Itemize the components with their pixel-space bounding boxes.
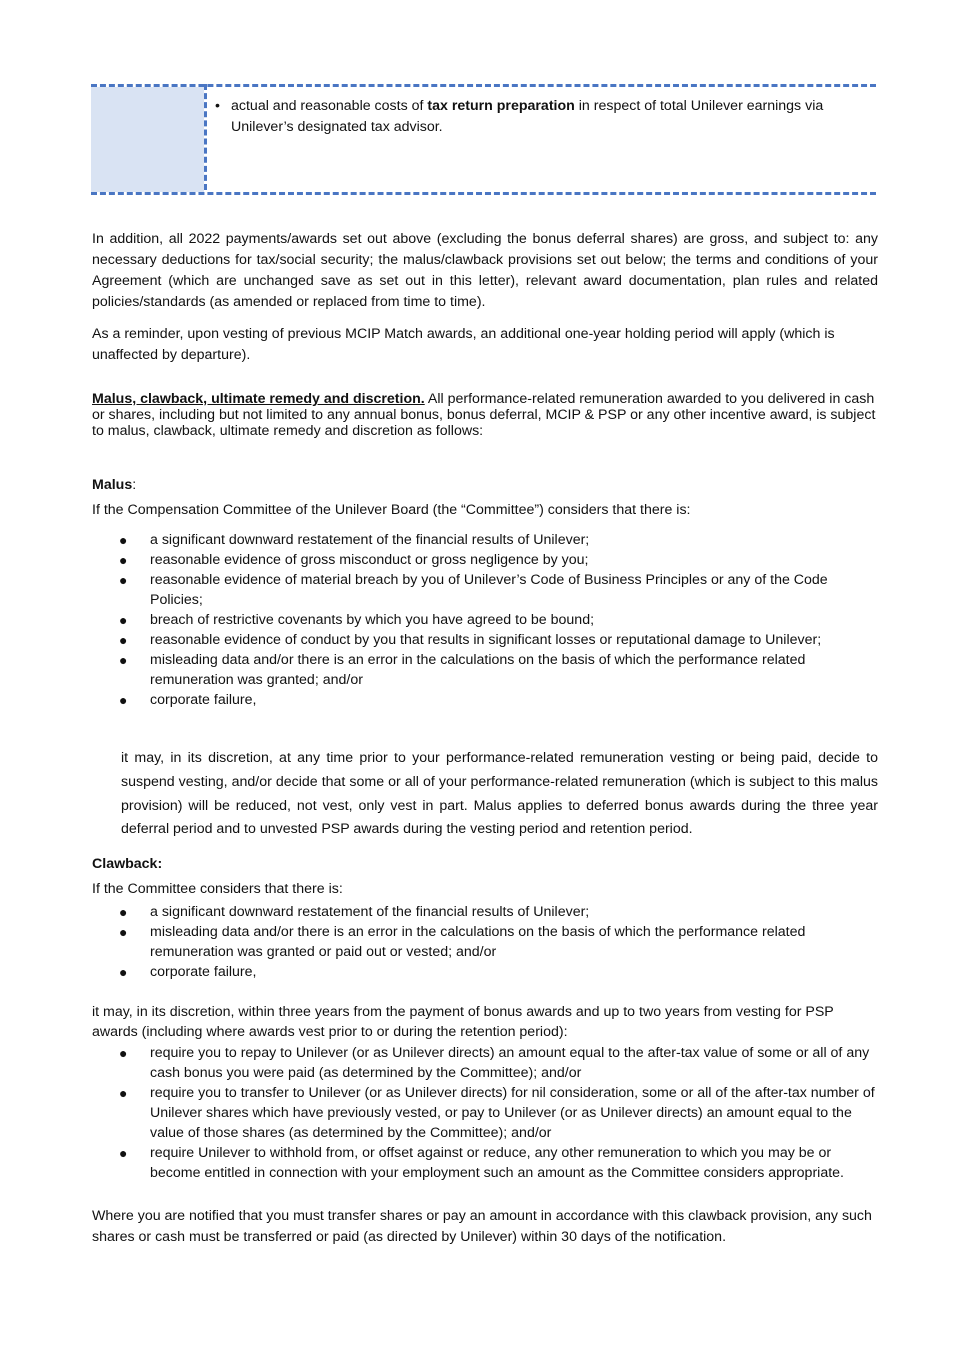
malus-outcome: it may, in its discretion, at any time prior to your performance-related remuneration vesting or being paid, decide to suspend vesting, and/or decide that some or all of your performance-related remuneration (which is subject to this malus provision) will be reduced, not vest, only vest in part. Malus applies to deferred bonus awards during the three year deferral period and to unvested PSP awards during the vesting period and retention period.	[121, 750, 878, 838]
bullet-icon: ●	[119, 692, 128, 708]
table-column-divider	[204, 84, 207, 190]
bullet-icon: ●	[119, 1145, 128, 1161]
bullet-icon: ●	[119, 1085, 128, 1101]
clawback-lead: If the Committee considers that there is:	[92, 881, 343, 897]
paragraph-reminder: As a reminder, upon vesting of previous MCIP Match awards, an additional one-year holding period will apply (which is unaffected by departure).	[92, 326, 835, 363]
section-heading: Malus, clawback, ultimate remedy and discretion.	[92, 391, 425, 407]
malus-clawback-intro: Malus, clawback, ultimate remedy and discretion. All performance-related remuneration awarded to you delivered in cash or shares, including but not limited to any annual bonus, bonus deferral, MCIP & PSP or any other incentive award, is subject to malus, clawback, ultimate remedy and discretion as follows:	[92, 391, 876, 439]
list-item: ● a significant downward restatement of the financial results of Unilever;	[119, 904, 590, 920]
list-item: ● require you to repay to Unilever (or as Unilever directs) an amount equal to the after-tax value of some or all of any cash bonus you were paid (as determined by the Committee); and/or	[119, 1045, 870, 1081]
list-item: ● a significant downward restatement of the financial results of Unilever;	[119, 532, 590, 548]
list-item: ● reasonable evidence of material breach by you of Unilever’s Code of Business Principles or any of the Code Policies;	[119, 572, 828, 608]
malus-conditions-list	[92, 530, 878, 710]
clawback-title: Clawback:	[92, 856, 163, 872]
clawback-outcome: it may, in its discretion, within three years from the payment of bonus awards and up to two years from vesting for PSP awards (including where awards vest prior to or during the retention period):	[92, 1004, 834, 1040]
bullet-icon: ●	[119, 924, 128, 940]
malus-lead: If the Compensation Committee of the Unilever Board (the “Committee”) considers that there is:	[92, 502, 691, 518]
clawback-conditions-list	[92, 902, 878, 982]
benefits-table-fragment	[91, 84, 876, 195]
table-bullet-text: actual and reasonable costs of tax return preparation in respect of total Unilever earnings via Unilever’s designated tax advisor.	[231, 98, 824, 135]
list-item: ● breach of restrictive covenants by which you have agreed to be bound;	[119, 612, 595, 628]
bullet-icon: ●	[119, 964, 128, 980]
bullet-icon: ●	[119, 652, 128, 668]
bullet-marker: •	[215, 98, 220, 114]
bullet-icon: ●	[119, 612, 128, 628]
clawback-actions-list	[92, 1043, 878, 1183]
bullet-icon: ●	[119, 572, 128, 588]
bullet-icon: ●	[119, 904, 128, 920]
bullet-icon: ●	[119, 632, 128, 648]
list-item: ● require you to transfer to Unilever (or as Unilever directs) for nil consideration, some or all of the after-tax number of Unilever shares which have previously vested, or pay to Unilever (or as Unilever directs) an amount equal to the value of those shares (as determined by the Committee); and/or	[119, 1085, 875, 1141]
malus-title: Malus:	[92, 477, 137, 493]
bullet-icon: ●	[119, 1045, 128, 1061]
table-bottom-border	[91, 192, 876, 195]
list-item: ● corporate failure,	[119, 692, 257, 708]
list-item: ● misleading data and/or there is an error in the calculations on the basis of which the performance related remuneration was granted or paid out or vested; and/or	[119, 924, 806, 960]
bullet-icon: ●	[119, 552, 128, 568]
list-item: ● misleading data and/or there is an error in the calculations on the basis of which the performance related remuneration was granted; and/or	[119, 652, 806, 688]
paragraph-addition: In addition, all 2022 payments/awards set out above (excluding the bonus deferral shares) are gross, and subject to: any necessary deductions for tax/social security; the malus/clawback provisions set out below; the terms and conditions of your Agreement (which are unchanged save as set out in this letter), relevant award documentation, plan rules and related policies/standards (as amended or replaced from time to time).	[92, 231, 878, 310]
list-item: ● reasonable evidence of gross misconduct or gross negligence by you;	[119, 552, 589, 568]
closing-paragraph: Where you are notified that you must transfer shares or pay an amount in accordance with this clawback provision, any such shares or cash must be transferred or paid (as directed by Unilever) within 30 days of the notification.	[92, 1208, 872, 1245]
list-item: ● require Unilever to withhold from, or offset against or reduce, any other remuneration to which you may be or become entitled in connection with your employment such an amount as the Committee considers appropriate.	[119, 1145, 844, 1181]
table-label-cell	[91, 87, 204, 192]
bullet-icon: ●	[119, 532, 128, 548]
list-item: ● corporate failure,	[119, 964, 257, 980]
table-top-border	[91, 84, 876, 87]
list-item: ● reasonable evidence of conduct by you that results in significant losses or reputational damage to Unilever;	[119, 632, 822, 648]
